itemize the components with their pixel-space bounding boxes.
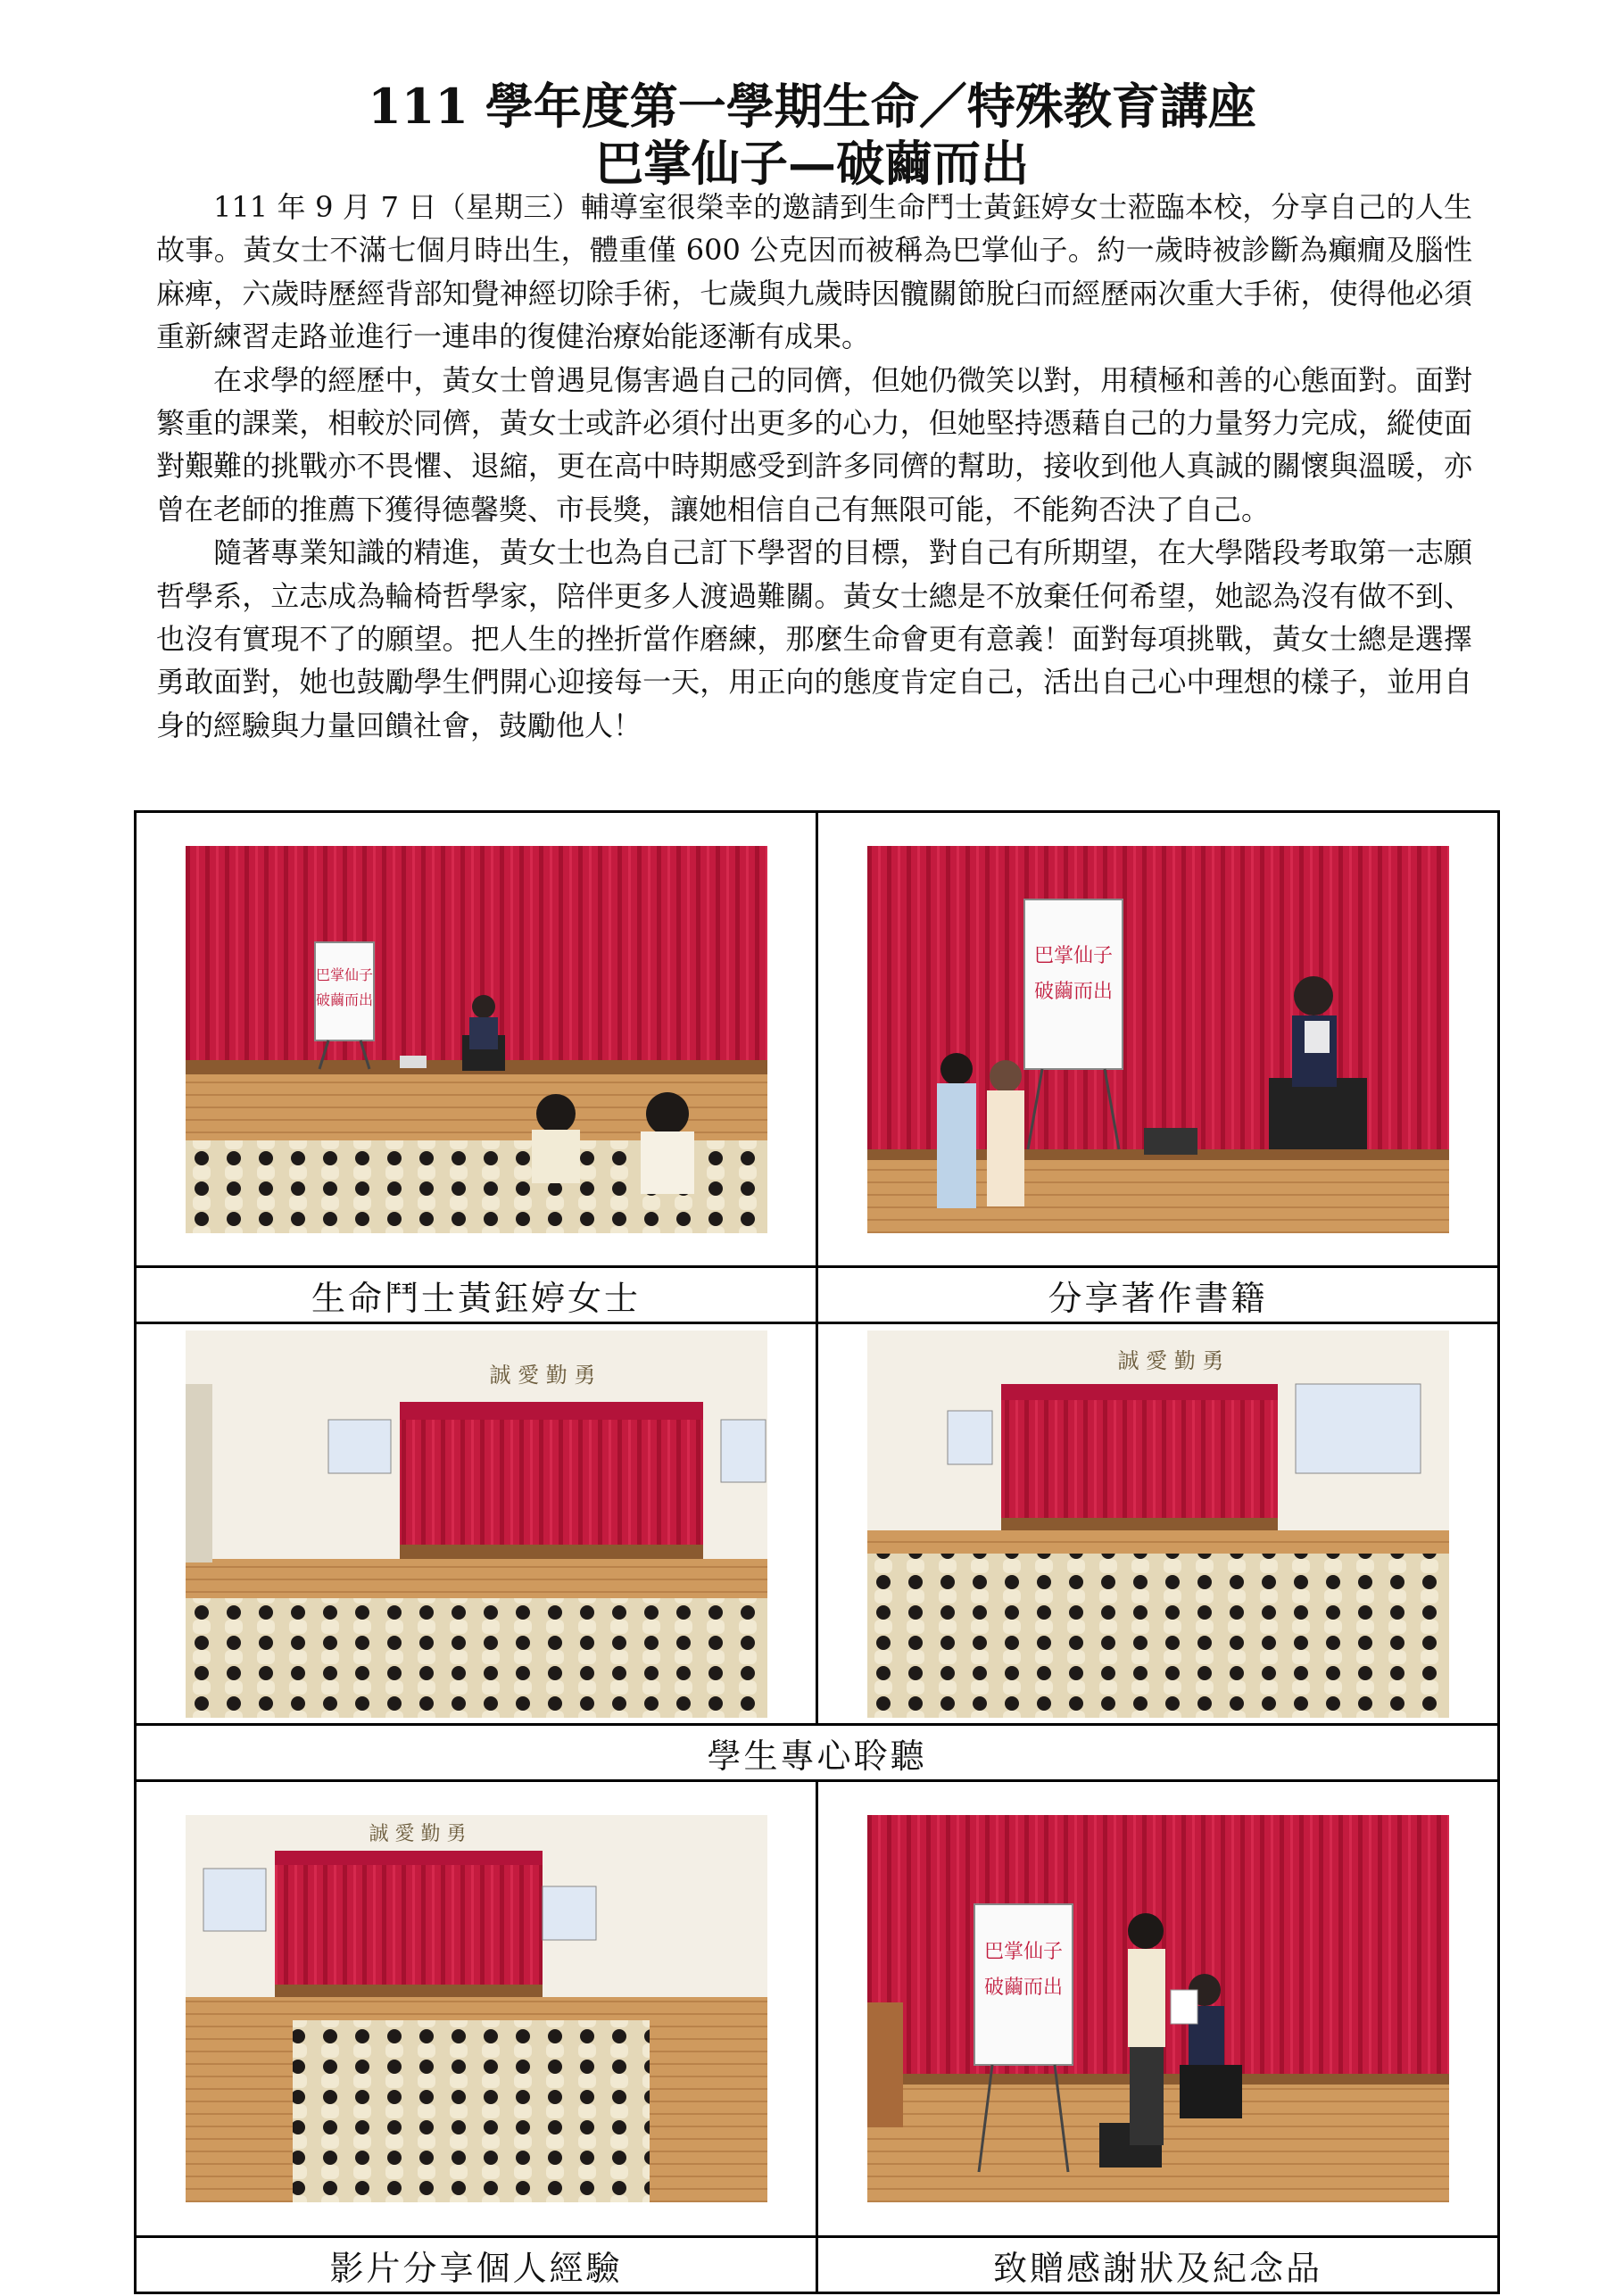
caption-certificate: 致贈感謝狀及紀念品 xyxy=(817,2237,1499,2293)
photo-cell-5 xyxy=(136,1781,817,2237)
photo-students-listening-right xyxy=(867,1330,1449,1718)
svg-text:破繭而出: 破繭而出 xyxy=(315,991,373,1008)
photo-cell-1 xyxy=(136,812,817,1267)
photo-cell-3 xyxy=(136,1323,817,1725)
svg-text:誠 愛 勤 勇: 誠 愛 勤 勇 xyxy=(369,1823,466,1845)
svg-text:破繭而出: 破繭而出 xyxy=(983,1977,1063,1999)
photo-video-sharing xyxy=(186,1815,767,2202)
svg-text:誠 愛 勤 勇: 誠 愛 勤 勇 xyxy=(1117,1347,1223,1373)
photo-students-listening-left xyxy=(186,1330,767,1718)
paragraph-2: 在求學的經歷中，黃女士曾遇見傷害過自己的同儕，但她仍微笑以對，用積極和善的心態面對。面對繁重的課業，相較於同儕，黃女士或許必須付出更多的心力，但她堅持憑藉自己的力量努力完成，縱使面對艱難的挑戰亦不畏懼、退縮，更在高中時期感受到許多同儕的幫助，接收到他人真誠的關懷與溫暖，亦曾在老師的推薦下獲得德馨獎、市長獎，讓她相信自己有無限可能，不能夠否決了自己。 xyxy=(156,362,1472,526)
photo-sharing-books xyxy=(867,846,1449,1233)
photo-table xyxy=(134,810,1500,2294)
paragraph-1: 111 年 9 月 7 日（星期三）輔導室很榮幸的邀請到生命鬥士黃鈺婷女士蒞臨本校，分享自己的人生故事。黃女士不滿七個月時出生，體重僅 600 公克因而被稱為巴掌仙子。約一歲時被診斷為癲癇及腦性麻痺，六歲時歷經背部知覺神經切除手術，七歲與九歲時因髖關節脫臼而經歷兩次重大手術，使得他必須重新練習走路並進行一連串的復健治療始能逐漸有成果。 xyxy=(156,190,1472,354)
caption-video: 影片分享個人經驗 xyxy=(136,2237,817,2293)
photo-cell-4 xyxy=(817,1323,1499,1725)
photo-presenting-certificate xyxy=(867,1815,1449,2202)
caption-speaker: 生命鬥士黃鈺婷女士 xyxy=(136,1267,817,1323)
caption-students-listening: 學生專心聆聽 xyxy=(136,1725,1499,1781)
article-body xyxy=(156,186,1472,747)
svg-text:誠 愛 勤 勇: 誠 愛 勤 勇 xyxy=(489,1362,595,1388)
page-subtitle: 巴掌仙子—破繭而出 xyxy=(595,135,1029,192)
photo-speaker-on-stage xyxy=(186,846,767,1233)
photo-cell-2 xyxy=(817,812,1499,1267)
svg-text:巴掌仙子: 巴掌仙子 xyxy=(983,1941,1063,1963)
caption-books: 分享著作書籍 xyxy=(817,1267,1499,1323)
svg-text:巴掌仙子: 巴掌仙子 xyxy=(315,966,373,983)
page-title: 111 學年度第一學期生命／特殊教育講座 xyxy=(368,78,1256,135)
svg-text:破繭而出: 破繭而出 xyxy=(1033,980,1113,1003)
photo-cell-6 xyxy=(817,1781,1499,2237)
paragraph-3: 隨著專業知識的精進，黃女士也為自己訂下學習的目標，對自己有所期望，在大學階段考取第一志願哲學系，立志成為輪椅哲學家，陪伴更多人渡過難關。黃女士總是不放棄任何希望，她認為沒有做不到、也沒有實現不了的願望。把人生的挫折當作磨練，那麼生命會更有意義！面對每項挑戰，黃女士總是選擇勇敢面對，她也鼓勵學生們開心迎接每一天，用正向的態度肯定自己，活出自己心中理想的樣子，並用自身的經驗與力量回饋社會，鼓勵他人！ xyxy=(156,535,1472,742)
svg-text:巴掌仙子: 巴掌仙子 xyxy=(1033,944,1113,967)
